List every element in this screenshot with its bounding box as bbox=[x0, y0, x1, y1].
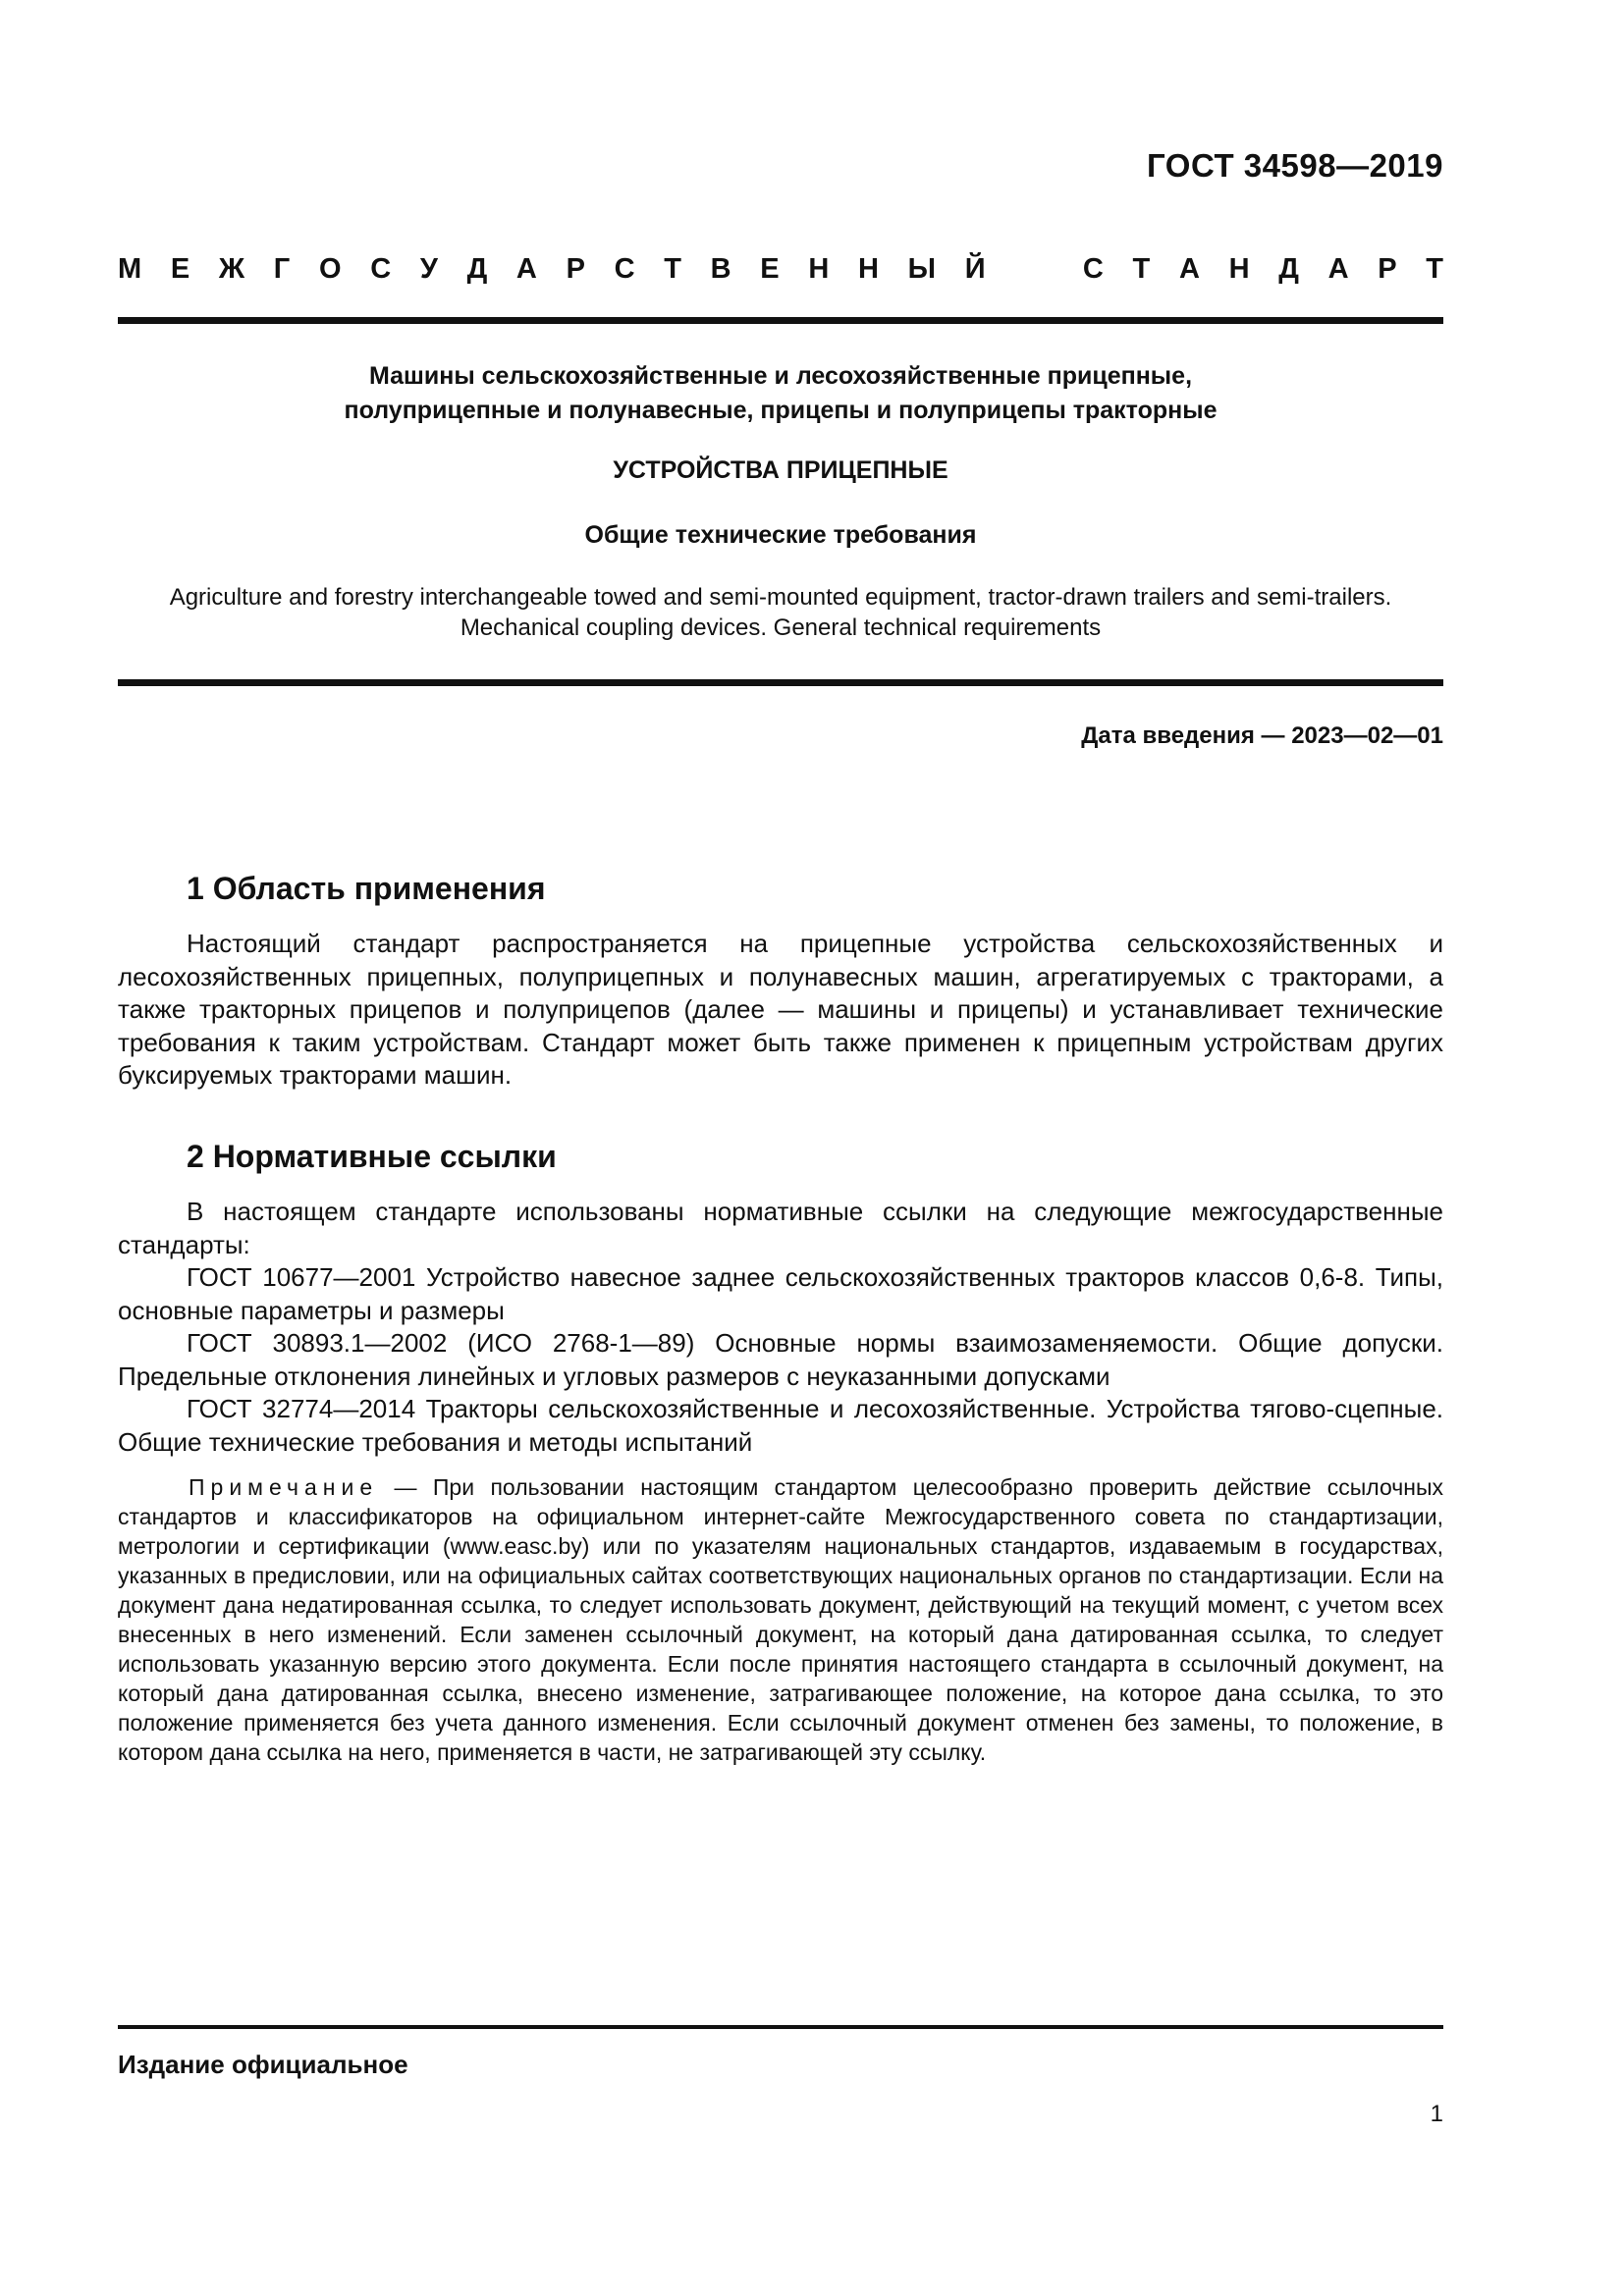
title-rule bbox=[118, 679, 1443, 686]
kind-letter: В bbox=[710, 253, 731, 285]
kind-letter: М bbox=[118, 253, 142, 285]
kind-letter: Е bbox=[760, 253, 780, 285]
kind-letter: О bbox=[318, 253, 342, 285]
kind-letter: С bbox=[614, 253, 635, 285]
kind-letter: А bbox=[1327, 253, 1349, 285]
kind-letter: Д bbox=[466, 253, 488, 285]
note-label: Примечание bbox=[189, 1474, 379, 1500]
kind-letter: С bbox=[1082, 253, 1104, 285]
kind-letter: Р bbox=[566, 253, 585, 285]
section-heading-scope: 1 Область применения bbox=[187, 871, 546, 906]
kind-letter: Т bbox=[1132, 253, 1151, 285]
kind-letter: Е bbox=[170, 253, 190, 285]
title-line: Mechanical coupling devices. General technical requirements bbox=[460, 614, 1102, 641]
introduction-date: Дата введения — 2023—02—01 bbox=[1081, 722, 1443, 749]
title-line: Машины сельскохозяйственные и лесохозяйственные прицепные, bbox=[368, 362, 1193, 390]
kind-letter: Т bbox=[664, 253, 681, 285]
standard-kind bbox=[118, 253, 1443, 286]
section-heading-references: 2 Нормативные ссылки bbox=[187, 1139, 557, 1174]
word-gap bbox=[1014, 253, 1054, 286]
kind-letter: Д bbox=[1278, 253, 1299, 285]
title-russian bbox=[118, 359, 1443, 428]
kind-letter: Ж bbox=[218, 253, 245, 285]
kind-letter: Ы bbox=[907, 253, 936, 285]
page-number: 1 bbox=[1430, 2101, 1443, 2127]
reference-item: ГОСТ 30893.1—2002 (ИСО 2768-1—89) Основные нормы взаимозаменяемости. Общие допуски. Предельные отклонения линейных и угловых размеров с неуказанными допусками bbox=[118, 1328, 1443, 1391]
title-line: Agriculture and forestry interchangeable towed and semi-mounted equipment, tractor-drawn trailers and semi-trailers. bbox=[169, 584, 1392, 611]
kind-letter: Т bbox=[1426, 253, 1443, 285]
document-number: ГОСТ 34598—2019 bbox=[1147, 147, 1443, 184]
kind-letter: Й bbox=[964, 253, 986, 285]
edition-label: Издание официальное bbox=[118, 2050, 408, 2079]
scope-paragraph: Настоящий стандарт распространяется на прицепные устройства сельскохозяйственных и лесохозяйственных прицепных, полуприцепных и полунавесных машин, агрегатируемых с тракторами, а также тракторных прицепов и полуприцепов (далее — машины и прицепы) и устанавливает технические требования к таким устройствам. Стандарт может быть также применен к прицепным устройствам других буксируемых тракторами машин. bbox=[118, 929, 1443, 1090]
kind-letter: С bbox=[370, 253, 392, 285]
kind-letter: У bbox=[419, 253, 438, 285]
note-text: — При пользовании настоящим стандартом целесообразно проверить действие ссылочных стандартов и классификаторов на официальном интернет-сайте Межгосударственного совета по стандартизации, метрологии и сертификации (www.easc.by) или по указателям национальных стандартов, издаваемым в государствах, указанных в предисловии, или на официальных сайтах соответствующих национальных органов по стандартизации. Если на документ дана недатированная ссылка, то следует использовать документ, действующий на текущий момент, с учетом всех внесенных в него изменений. Если заменен ссылочный документ, на который дана датированная ссылка, то следует использовать указанную версию этого документа. Если после принятия настоящего стандарта в ссылочный документ, на который дана датированная ссылка, внесено изменение, затрагивающее положение, на которое дана ссылка, то это положение применяется без учета данного изменения. Если ссылочный документ отменен без замены, то положение, в котором дана ссылка на него, применяется в части, не затрагивающей эту ссылку. bbox=[118, 1474, 1443, 1765]
reference-item: ГОСТ 10677—2001 Устройство навесное заднее сельскохозяйственных тракторов классов 0,6-8. Типы, основные параметры и размеры bbox=[118, 1262, 1443, 1325]
kind-letter: Н bbox=[857, 253, 879, 285]
kind-letter: Н bbox=[1228, 253, 1250, 285]
title-subtitle: Общие технические требования bbox=[584, 521, 977, 549]
footer-rule bbox=[118, 2025, 1443, 2029]
title-main: УСТРОЙСТВА ПРИЦЕПНЫЕ bbox=[613, 456, 948, 484]
top-rule bbox=[118, 317, 1443, 324]
reference-item: ГОСТ 32774—2014 Тракторы сельскохозяйственные и лесохозяйственные. Устройства тягово-сцепные. Общие технические требования и методы испытаний bbox=[118, 1394, 1443, 1457]
title-english bbox=[118, 582, 1443, 643]
note-paragraph bbox=[118, 1472, 1443, 1767]
title-line: полуприцепные и полунавесные, прицепы и полуприцепы тракторные bbox=[344, 397, 1218, 424]
kind-letter: Н bbox=[808, 253, 830, 285]
kind-letter: Г bbox=[273, 253, 291, 285]
kind-letter: А bbox=[515, 253, 537, 285]
references-intro: В настоящем стандарте использованы нормативные ссылки на следующие межгосударственные стандарты: bbox=[118, 1197, 1443, 1259]
kind-letter: А bbox=[1178, 253, 1200, 285]
kind-letter: Р bbox=[1378, 253, 1397, 285]
